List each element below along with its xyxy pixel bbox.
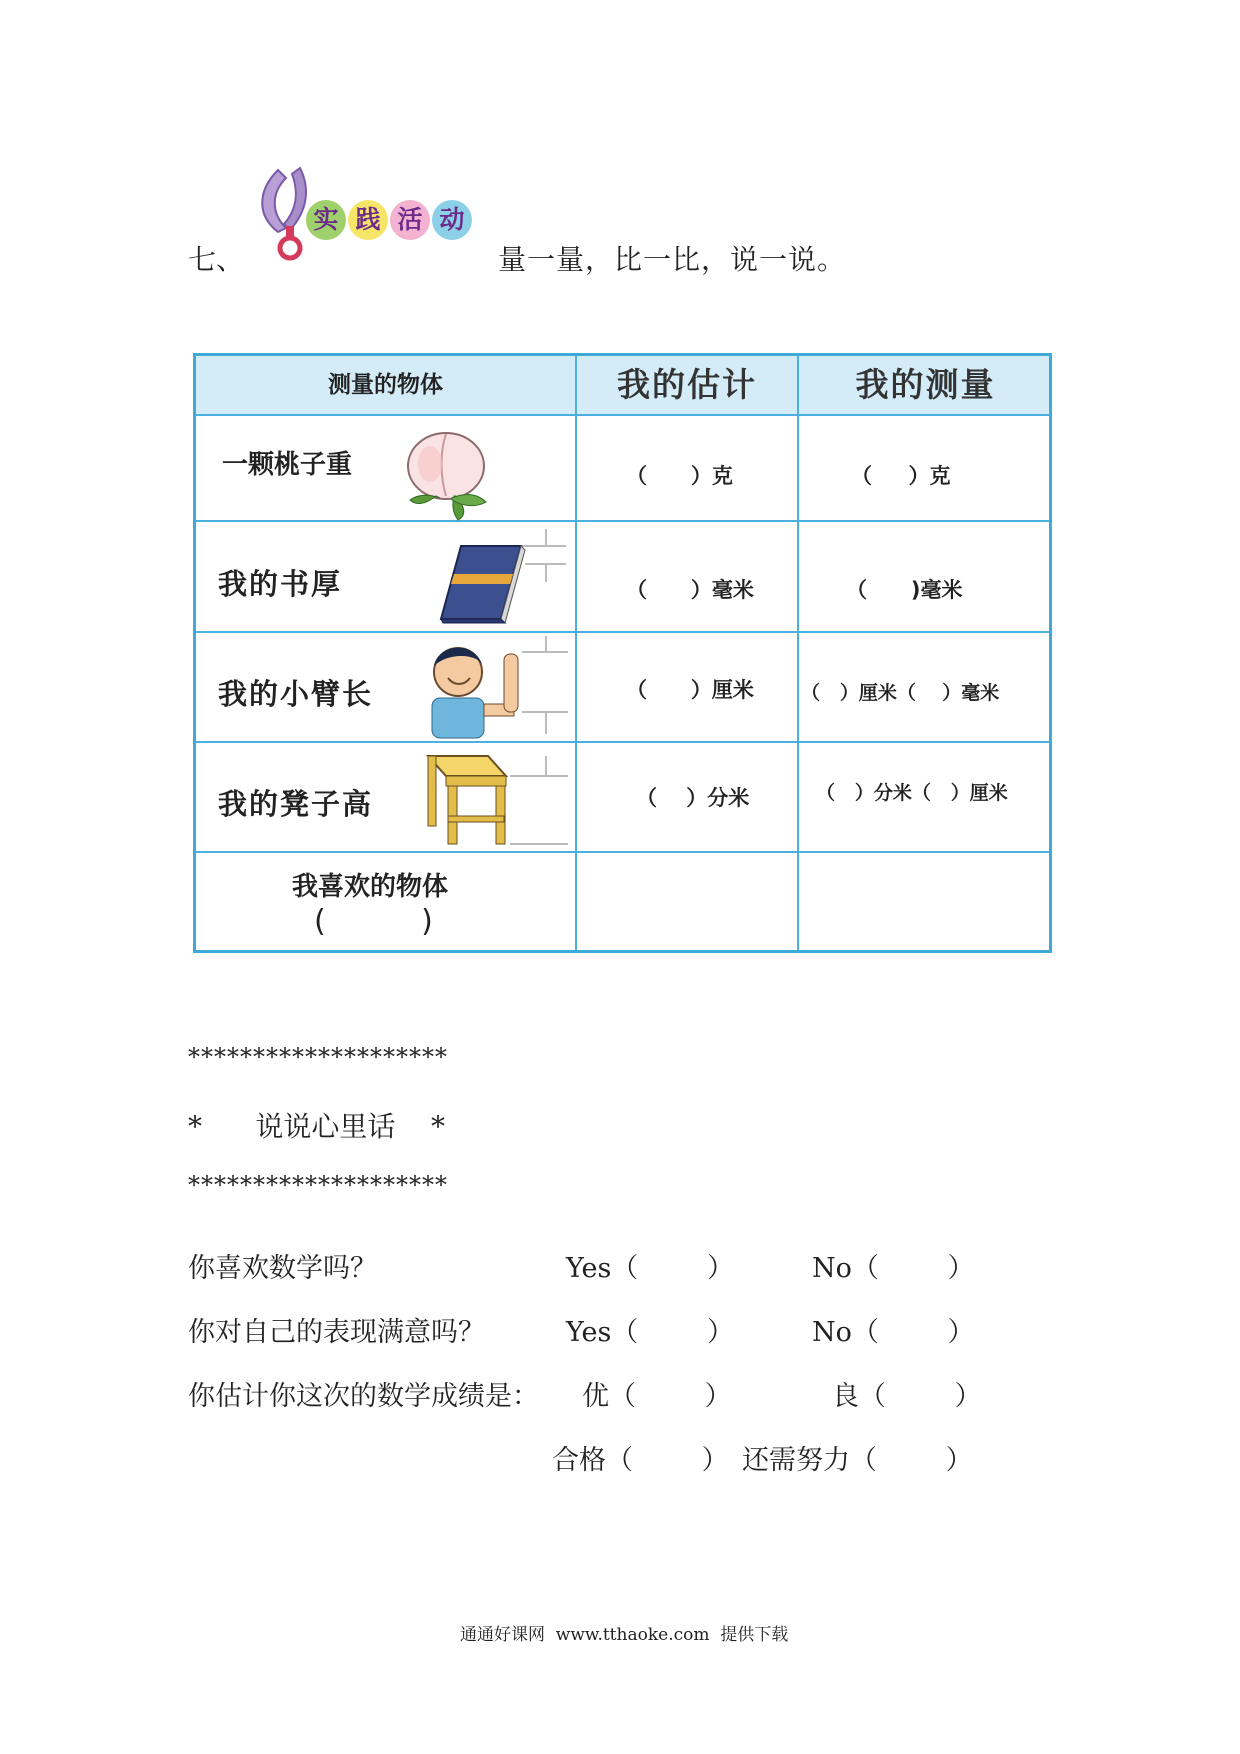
row-label-peach: 一颗桃子重 [222, 450, 353, 480]
header-estimate: 我的估计 [617, 365, 757, 404]
peach-icon [396, 416, 506, 521]
estimate-forearm: （ ）厘米 [626, 678, 754, 702]
favorite-paren: ( ) [314, 904, 433, 939]
grade-excellent-option[interactable]: 优（ ） [582, 1381, 732, 1412]
measure-forearm: （ ）厘米（ ）毫米 [801, 682, 1000, 704]
measure-peach: （ ）克 [851, 464, 951, 488]
grade-pass-option[interactable]: 合格（ ） [552, 1445, 729, 1476]
badge-char-4: 动 [432, 200, 472, 240]
feedback-title: * 说说心里话 * [188, 1110, 446, 1143]
stars-bottom: ******************** [188, 1171, 448, 1199]
row-label-stool: 我的凳子高 [218, 787, 374, 821]
question-grade-estimate: 你估计你这次的数学成绩是： [188, 1381, 539, 1412]
q2-yes-option[interactable]: Yes（ ） [566, 1317, 734, 1348]
row-label-favorite: 我喜欢的物体 [292, 872, 449, 902]
estimate-stool: （ ）分米 [636, 786, 750, 810]
book-icon [421, 524, 571, 629]
question-like-math: 你喜欢数学吗？ [188, 1253, 377, 1284]
q2-no-option[interactable]: No（ ） [812, 1317, 975, 1348]
stool-icon [418, 744, 573, 849]
header-object: 测量的物体 [328, 372, 443, 398]
header-measure: 我的测量 [855, 365, 996, 404]
badge-char-2: 践 [348, 200, 388, 240]
measurement-table [193, 353, 1052, 953]
badge-char-1: 实 [306, 200, 346, 240]
q1-no-option[interactable]: No（ ） [812, 1253, 975, 1284]
question-satisfied: 你对自己的表现满意吗？ [188, 1317, 485, 1348]
boy-arm-icon [418, 634, 573, 739]
grade-needs-effort-option[interactable]: 还需努力（ ） [742, 1445, 973, 1476]
grade-good-option[interactable]: 良（ ） [832, 1381, 982, 1412]
row-label-book: 我的书厚 [218, 567, 343, 601]
measure-stool: （ ）分米（ ）厘米 [816, 782, 1008, 804]
badge-char-3: 活 [390, 200, 430, 240]
estimate-book: （ ）毫米 [626, 578, 754, 602]
footer-credit: 通通好课网 www.tthaoke.com 提供下载 [460, 1625, 789, 1645]
measure-book: （ )毫米 [846, 578, 963, 602]
instruction-text: 量一量，比一比，说一说。 [498, 243, 847, 276]
estimate-peach: （ ）克 [626, 464, 733, 488]
practice-activity-badge [248, 160, 488, 265]
row-label-forearm: 我的小臂长 [218, 677, 374, 711]
stars-top: ******************** [188, 1043, 448, 1071]
q1-yes-option[interactable]: Yes（ ） [566, 1253, 734, 1284]
section-number: 七、 [188, 243, 245, 276]
